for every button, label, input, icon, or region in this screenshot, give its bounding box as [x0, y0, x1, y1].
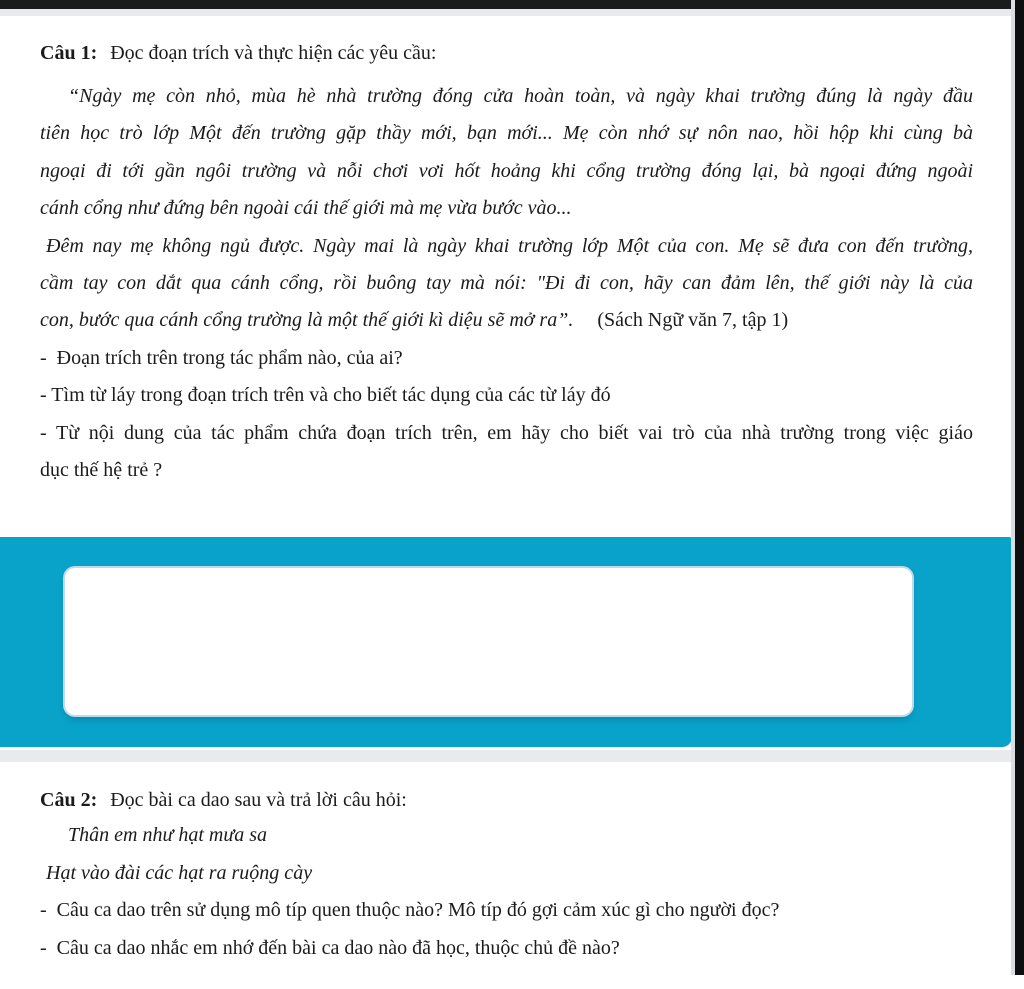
poem-line: Thân em như hạt mưa sa — [68, 824, 268, 847]
subquestion-line: - Câu ca dao trên sử dụng mô típ quen thuộc nào? Mô típ đó gợi cảm xúc gì cho người đọc? — [40, 899, 780, 922]
reading-passage — [40, 78, 973, 340]
right-edge-scrollbar-strip[interactable] — [1015, 0, 1024, 975]
passage-line: Đêm nay mẹ không ngủ được. Ngày mai là ngày khai trường lớp Một của con. Mẹ sẽ đưa con đến trường, — [46, 234, 973, 257]
subquestion-line: - Từ nội dung của tác phẩm chứa đoạn trích trên, em hãy cho biết vai trò của nhà trường trong việc giáo — [40, 421, 973, 444]
passage-line: “Ngày mẹ còn nhỏ, mùa hè nhà trường đóng cửa hoàn toàn, và ngày khai trường đúng là ngày đầu — [68, 85, 973, 107]
passage-line: cánh cổng như đứng bên ngoài cái thế giới mà mẹ vừa bước vào... — [40, 197, 572, 220]
question-2-label: Câu 2: — [40, 789, 98, 812]
passage-source-citation: (Sách Ngữ văn 7, tập 1) — [597, 309, 789, 332]
question-2-subquestions — [40, 892, 973, 967]
subquestion-line: - Câu ca dao nhắc em nhớ đến bài ca dao nào đã học, thuộc chủ đề nào? — [40, 936, 620, 959]
passage-line: ngoại đi tới gần ngôi trường và nỗi chơi vơi hốt hoảng khi cổng trường đóng lại, bà ngoại đứng ngoài — [40, 159, 973, 182]
question-1-label: Câu 1: — [40, 42, 98, 64]
top-dark-bar — [0, 0, 1024, 9]
question-2-prompt: Đọc bài ca dao sau và trả lời câu hỏi: — [110, 789, 407, 812]
folk-poem — [40, 817, 973, 892]
subquestion-line: dục thế hệ trẻ ? — [40, 459, 163, 482]
poem-line: Hạt vào đài các hạt ra ruộng cày — [46, 861, 313, 884]
question-1-prompt: Đọc đoạn trích và thực hiện các yêu cầu: — [110, 42, 437, 64]
attachment-image-placeholder[interactable] — [65, 568, 912, 715]
passage-line: cầm tay con dắt qua cánh cổng, rồi buông tay mà nói: "Đi đi con, hãy can đảm lên, thế giới này là của — [40, 272, 973, 295]
attachment-panel[interactable] — [0, 537, 1012, 747]
passage-line: tiên học trò lớp Một đến trường gặp thầy mới, bạn mới... Mẹ còn nhớ sự nôn nao, hồi hộp khi cùng bà — [40, 122, 973, 145]
question-2-section — [0, 783, 1012, 967]
passage-line-with-source — [40, 302, 973, 339]
question-1-header — [40, 36, 973, 70]
subquestion-line: - Đoạn trích trên trong tác phẩm nào, của ai? — [40, 346, 403, 369]
question-2-header — [40, 783, 973, 817]
subquestion-line: - Tìm từ láy trong đoạn trích trên và cho biết tác dụng của các từ láy đó — [40, 384, 611, 407]
passage-line-end: con, bước qua cánh cổng trường là một thế giới kì diệu sẽ mở ra”. — [40, 309, 574, 332]
question-1-subquestions — [40, 340, 973, 490]
question-1-section — [0, 36, 1012, 489]
section-divider-band — [0, 750, 1012, 762]
top-gray-band — [0, 9, 1012, 16]
